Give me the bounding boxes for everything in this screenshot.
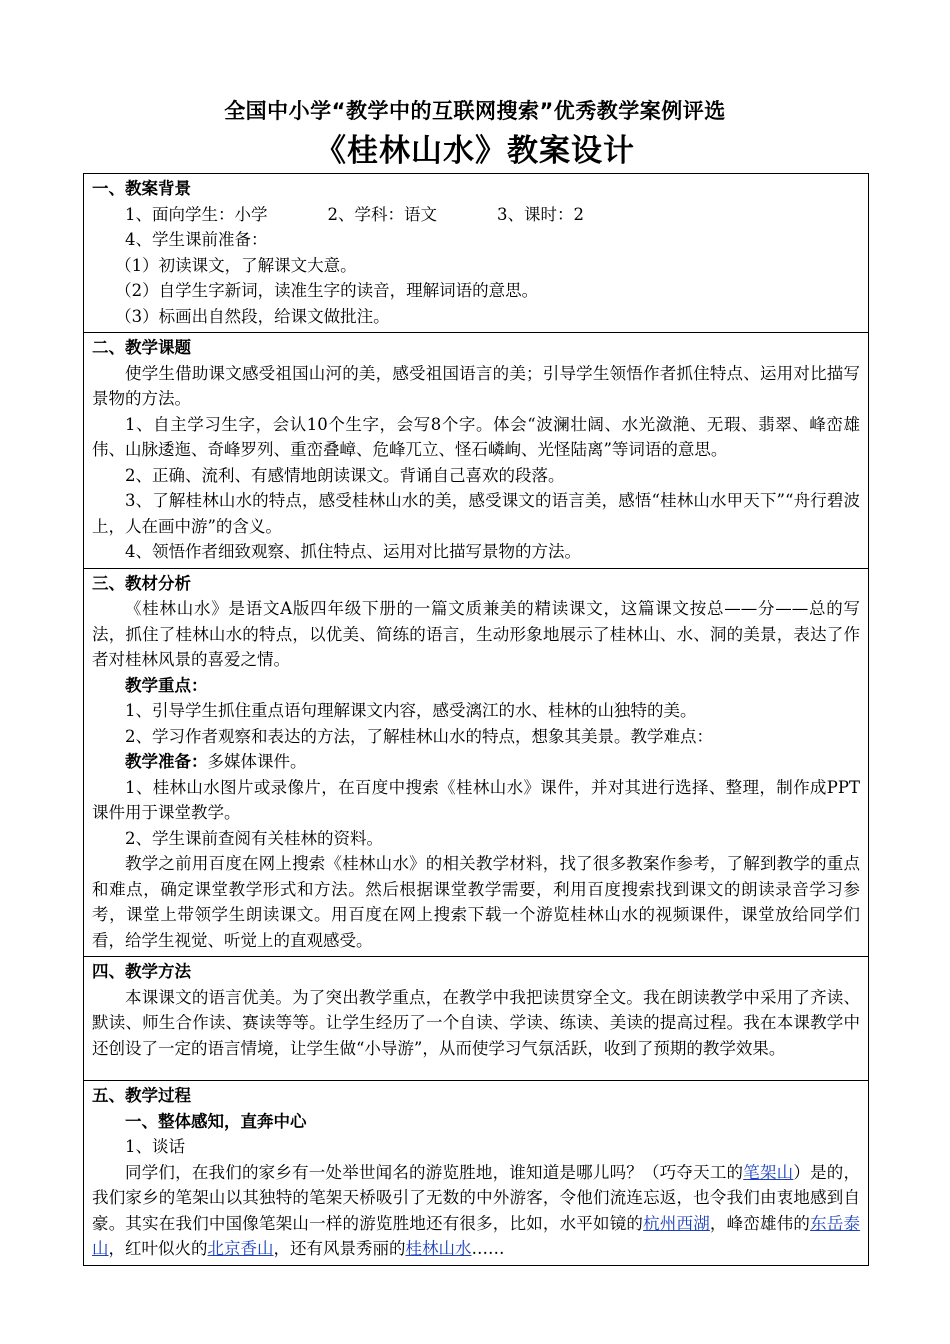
step-label: 1、谈话 bbox=[125, 1137, 185, 1156]
paragraph: 《桂林山水》是语文A版四年级下册的一篇文质兼美的精读课文，这篇课文按总——分——总的写法，抓住了桂林山水的特点，以优美、简练的语言，生动形象地展示了桂林山、水、洞的美景，表达了作者对桂林风景的喜爱之情。 bbox=[92, 599, 860, 669]
document-title: 《桂林山水》教案设计 bbox=[315, 133, 635, 169]
preparation-text: 多媒体课件。 bbox=[207, 752, 307, 771]
paragraph: 同学们，在我们的家乡有一处举世闻名的游览胜地，谁知道是哪儿吗？（巧夺天工的笔架山）是的，我们家乡的笔架山以其独特的笔架天桥吸引了无数的中外游客，令他们流连忘返，也令我们由衷地感到自豪。其实在我们中国像笔架山一样的游览胜地还有很多，比如，水平如镜的杭州西湖，峰峦雄伟的东岳泰山，红叶似火的北京香山，还有风景秀丽的桂林山水…… bbox=[92, 1162, 861, 1258]
paragraph: 2、正确、流利、有感情地朗读课文。背诵自己喜欢的段落。 bbox=[125, 465, 565, 485]
preparation-item: （3）标画出自然段，给课文做批注。 bbox=[115, 306, 390, 326]
lesson-plan-table bbox=[83, 173, 869, 1266]
link-bijia-mountain[interactable]: 笔架山 bbox=[743, 1162, 794, 1182]
section-title: 五、教学过程 bbox=[92, 1086, 191, 1105]
section-process-row bbox=[84, 1081, 869, 1266]
paragraph: 4、领悟作者细致观察、抓住特点、运用对比描写景物的方法。 bbox=[125, 542, 581, 561]
key-points-label: 教学重点： bbox=[125, 675, 208, 695]
paragraph: 2、学生课前查阅有关桂林的资料。 bbox=[125, 828, 383, 848]
paragraph: 1、引导学生抓住重点语句理解课文内容，感受漓江的水、桂林的山独特的美。 bbox=[125, 701, 697, 720]
section-background-row bbox=[84, 174, 869, 333]
paragraph: 本课课文的语言优美。为了突出教学重点，在教学中我把读贯穿全文。我在朗读教学中采用了齐读、默读、师生合作读、赛读等等。让学生经历了一个自读、学读、练读、美读的提高过程。我在本课教学中还创设了一定的语言情境，让学生做“小导游”，从而使学习气氛活跃，收到了预期的教学效果。 bbox=[92, 987, 860, 1058]
section-title: 三、教材分析 bbox=[92, 573, 191, 593]
subsection-title: 一、整体感知，直奔中心 bbox=[125, 1111, 307, 1131]
section-method-row bbox=[84, 957, 869, 1081]
class-hours: 3、课时：2 bbox=[497, 204, 584, 224]
link-guilin-landscape[interactable]: 桂林山水 bbox=[405, 1239, 472, 1258]
link-beijing-xiangshan[interactable]: 北京香山 bbox=[207, 1239, 274, 1258]
preparation-line bbox=[92, 749, 860, 775]
preparation-label: 教学准备： bbox=[125, 752, 208, 771]
subject: 2、学科：语文 bbox=[327, 204, 437, 224]
preparation-item: （2）自学生字新词，读准生字的读音，理解词语的意思。 bbox=[115, 281, 539, 300]
section-title: 二、教学课题 bbox=[92, 338, 191, 357]
course-info bbox=[125, 202, 860, 228]
link-mount-tai[interactable]: 东岳泰山 bbox=[92, 1213, 861, 1258]
section-title: 四、教学方法 bbox=[92, 962, 191, 981]
paragraph: 2、学习作者观察和表达的方法，了解桂林山水的特点，想象其美景。教学难点： bbox=[125, 726, 713, 746]
target-students: 1、面向学生：小学 bbox=[125, 204, 268, 224]
preparation-item: （1）初读课文，了解课文大意。 bbox=[115, 255, 357, 275]
paragraph: 使学生借助课文感受祖国山河的美，感受祖国语言的美；引导学生领悟作者抓住特点、运用对比描写景物的方法。 bbox=[92, 363, 860, 408]
section-title: 一、教案背景 bbox=[92, 179, 191, 198]
document-supertitle: 全国中小学“教学中的互联网搜索”优秀教学案例评选 bbox=[224, 99, 726, 123]
student-preparation-heading: 4、学生课前准备： bbox=[125, 230, 268, 249]
paragraph: 教学之前用百度在网上搜索《桂林山水》的相关教学材料，找了很多教案作参考，了解到教学的重点和难点，确定课堂教学形式和方法。然后根据课堂教学需要，利用百度搜索找到课文的朗读录音学习参考，课堂上带领学生朗读课文。用百度在网上搜索下载一个游览桂林山水的视频课件，课堂放给同学们看，给学生视觉、听觉上的直观感受。 bbox=[92, 854, 860, 950]
paragraph: 1、桂林山水图片或录像片，在百度中搜索《桂林山水》课件，并对其进行选择、整理，制作成PPT课件用于课堂教学。 bbox=[92, 777, 860, 822]
paragraph: 1、自主学习生字，会认10个生字，会写8个字。体会“波澜壮阔、水光潋滟、无瑕、翡翠、峰峦雄伟、山脉逶迤、奇峰罗列、重峦叠嶂、危峰兀立、怪石嶙峋、光怪陆离”等词语的意思。 bbox=[92, 414, 860, 459]
link-hangzhou-west-lake[interactable]: 杭州西湖 bbox=[643, 1213, 710, 1233]
section-material-row bbox=[84, 568, 869, 957]
paragraph: 3、了解桂林山水的特点，感受桂林山水的美，感受课文的语言美，感悟“桂林山水甲天下”“舟行碧波上，人在画中游”的含义。 bbox=[92, 491, 860, 536]
section-topic-row bbox=[84, 333, 869, 569]
